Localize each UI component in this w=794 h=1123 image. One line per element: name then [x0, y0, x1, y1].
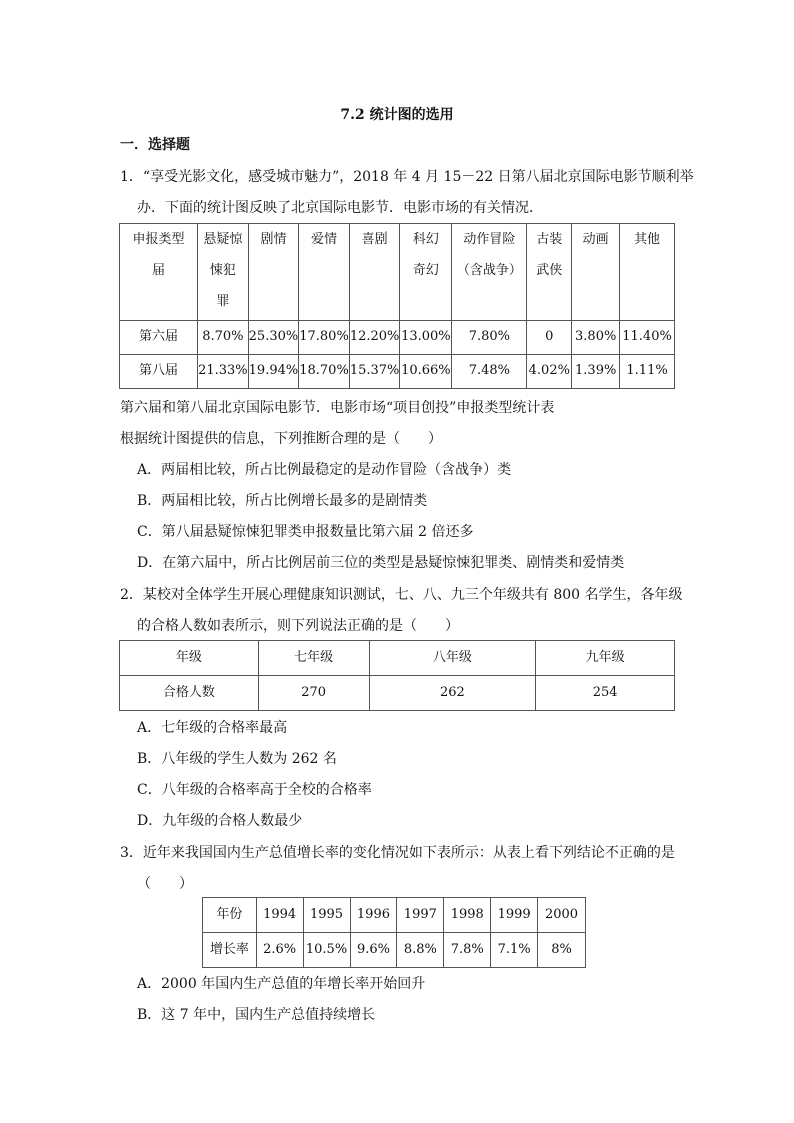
q1-stem-line2: 办．下面的统计图反映了北京国际电影节．电影市场的有关情况． [137, 200, 543, 216]
table-cell: 15.37% [349, 355, 400, 389]
table-cell: 7.1% [491, 933, 538, 968]
q3-table-header-row [203, 898, 586, 933]
table-cell: 7.8% [444, 933, 491, 968]
table-cell: 4.02% [527, 355, 572, 389]
q2-option-a: A．七年级的合格率最高 [137, 720, 288, 736]
table-cell: 19.94% [248, 355, 299, 389]
table-cell: 17.80% [299, 321, 350, 355]
table-cell: 7.80% [452, 321, 527, 355]
q1-header-cell [400, 224, 452, 321]
q2-option-b: B．八年级的学生人数为 262 名 [137, 751, 337, 767]
table-cell: 第八届 [120, 355, 198, 389]
q1-header-text: 动画 [582, 232, 609, 247]
q1-option-d: D．在第六届中，所占比例居前三位的类型是悬疑惊悚犯罪类、剧情类和爱情类 [137, 555, 625, 571]
q2-stem-line1: 2．某校对全体学生开展心理健康知识测试，七、八、九三个年级共有 800 名学生，各年级 [120, 587, 683, 603]
table-cell: 8.8% [397, 933, 444, 968]
q1-header-cell [620, 224, 675, 321]
table-cell: 8% [538, 933, 586, 968]
q1-question: 根据统计图提供的信息，下列推断合理的是（ ） [120, 431, 442, 447]
table-cell: 增长率 [203, 933, 257, 968]
table-cell: 12.20% [349, 321, 400, 355]
table-cell: 年份 [203, 898, 257, 933]
table-cell: 11.40% [620, 321, 675, 355]
q1-table-header-row [120, 224, 675, 321]
q1-header-cell [120, 224, 198, 321]
page-title: 7.2 统计图的选用 [340, 107, 454, 123]
q1-header-text: 科幻 奇幻 [412, 232, 439, 278]
q3-table [202, 897, 586, 968]
table-cell: 1994 [256, 898, 303, 933]
q1-header-cell [349, 224, 400, 321]
table-cell: 270 [258, 676, 369, 711]
table-row [120, 321, 675, 355]
q1-header-cell [198, 224, 249, 321]
q1-header-text: 古装 武侠 [536, 232, 563, 278]
q1-header-text: 其他 [634, 232, 661, 247]
table-cell: 3.80% [572, 321, 620, 355]
q1-table [119, 223, 675, 389]
table-cell: 第六届 [120, 321, 198, 355]
table-row [120, 676, 675, 711]
table-cell: 10.5% [303, 933, 350, 968]
table-cell: 合格人数 [120, 676, 259, 711]
q3-option-b: B．这 7 年中，国内生产总值持续增长 [137, 1007, 376, 1023]
table-cell: 21.33% [198, 355, 249, 389]
table-cell: 1998 [444, 898, 491, 933]
q1-option-a: A．两届相比较，所占比例最稳定的是动作冒险（含战争）类 [137, 462, 512, 478]
q2-table-header-row [120, 641, 675, 676]
table-row [203, 933, 586, 968]
q1-header-text: 剧情 [260, 232, 287, 247]
table-cell: 1995 [303, 898, 350, 933]
table-cell: 13.00% [400, 321, 452, 355]
q1-header-text: 爱情 [311, 232, 338, 247]
q1-header-text: 悬疑惊 悚犯 罪 [203, 232, 243, 309]
q2-option-c: C．八年级的合格率高于全校的合格率 [137, 782, 372, 798]
table-cell: 1997 [397, 898, 444, 933]
table-row [120, 355, 675, 389]
table-cell: 9.6% [350, 933, 397, 968]
table-cell: 10.66% [400, 355, 452, 389]
table-cell: 8.70% [198, 321, 249, 355]
q1-header-cell [248, 224, 299, 321]
table-cell: 八年级 [369, 641, 536, 676]
q1-option-b: B．两届相比较，所占比例增长最多的是剧情类 [137, 493, 428, 509]
table-cell: 262 [369, 676, 536, 711]
q3-stem-line1: 3．近年来我国国内生产总值增长率的变化情况如下表所示：从表上看下列结论不正确的是 [120, 845, 675, 861]
table-cell: 7.48% [452, 355, 527, 389]
q1-table-caption: 第六届和第八届北京国际电影节．电影市场“项目创投”申报类型统计表 [120, 400, 555, 416]
section-heading: 一．选择题 [120, 137, 190, 153]
q1-header-cell [527, 224, 572, 321]
q2-option-d: D．九年级的合格人数最少 [137, 813, 303, 829]
table-cell: 254 [536, 676, 675, 711]
q1-header-cell [572, 224, 620, 321]
table-cell: 2000 [538, 898, 586, 933]
q3-stem-line2: （ ） [137, 876, 193, 892]
table-cell: 1996 [350, 898, 397, 933]
table-cell: 年级 [120, 641, 259, 676]
q1-header-text: 动作冒险 （含战争） [456, 232, 522, 278]
q1-header-text: 申报类型 届 [132, 232, 185, 278]
q2-stem-line2: 的合格人数如表所示，则下列说法正确的是（ ） [137, 618, 459, 634]
table-cell: 18.70% [299, 355, 350, 389]
table-cell: 2.6% [256, 933, 303, 968]
q1-option-c: C．第八届悬疑惊悚犯罪类申报数量比第六届 2 倍还多 [137, 524, 474, 540]
q2-table [119, 640, 675, 711]
table-cell: 1.39% [572, 355, 620, 389]
table-cell: 1.11% [620, 355, 675, 389]
q1-header-cell [299, 224, 350, 321]
table-cell: 25.30% [248, 321, 299, 355]
q1-header-cell [452, 224, 527, 321]
table-cell: 0 [527, 321, 572, 355]
q3-option-a: A．2000 年国内生产总值的年增长率开始回升 [137, 976, 426, 992]
table-cell: 九年级 [536, 641, 675, 676]
q1-stem-line1: 1．“享受光影文化，感受城市魅力”，2018 年 4 月 15－22 日第八届北京国际电影节顺利举 [120, 169, 694, 185]
table-cell: 1999 [491, 898, 538, 933]
table-cell: 七年级 [258, 641, 369, 676]
q1-header-text: 喜剧 [361, 232, 388, 247]
